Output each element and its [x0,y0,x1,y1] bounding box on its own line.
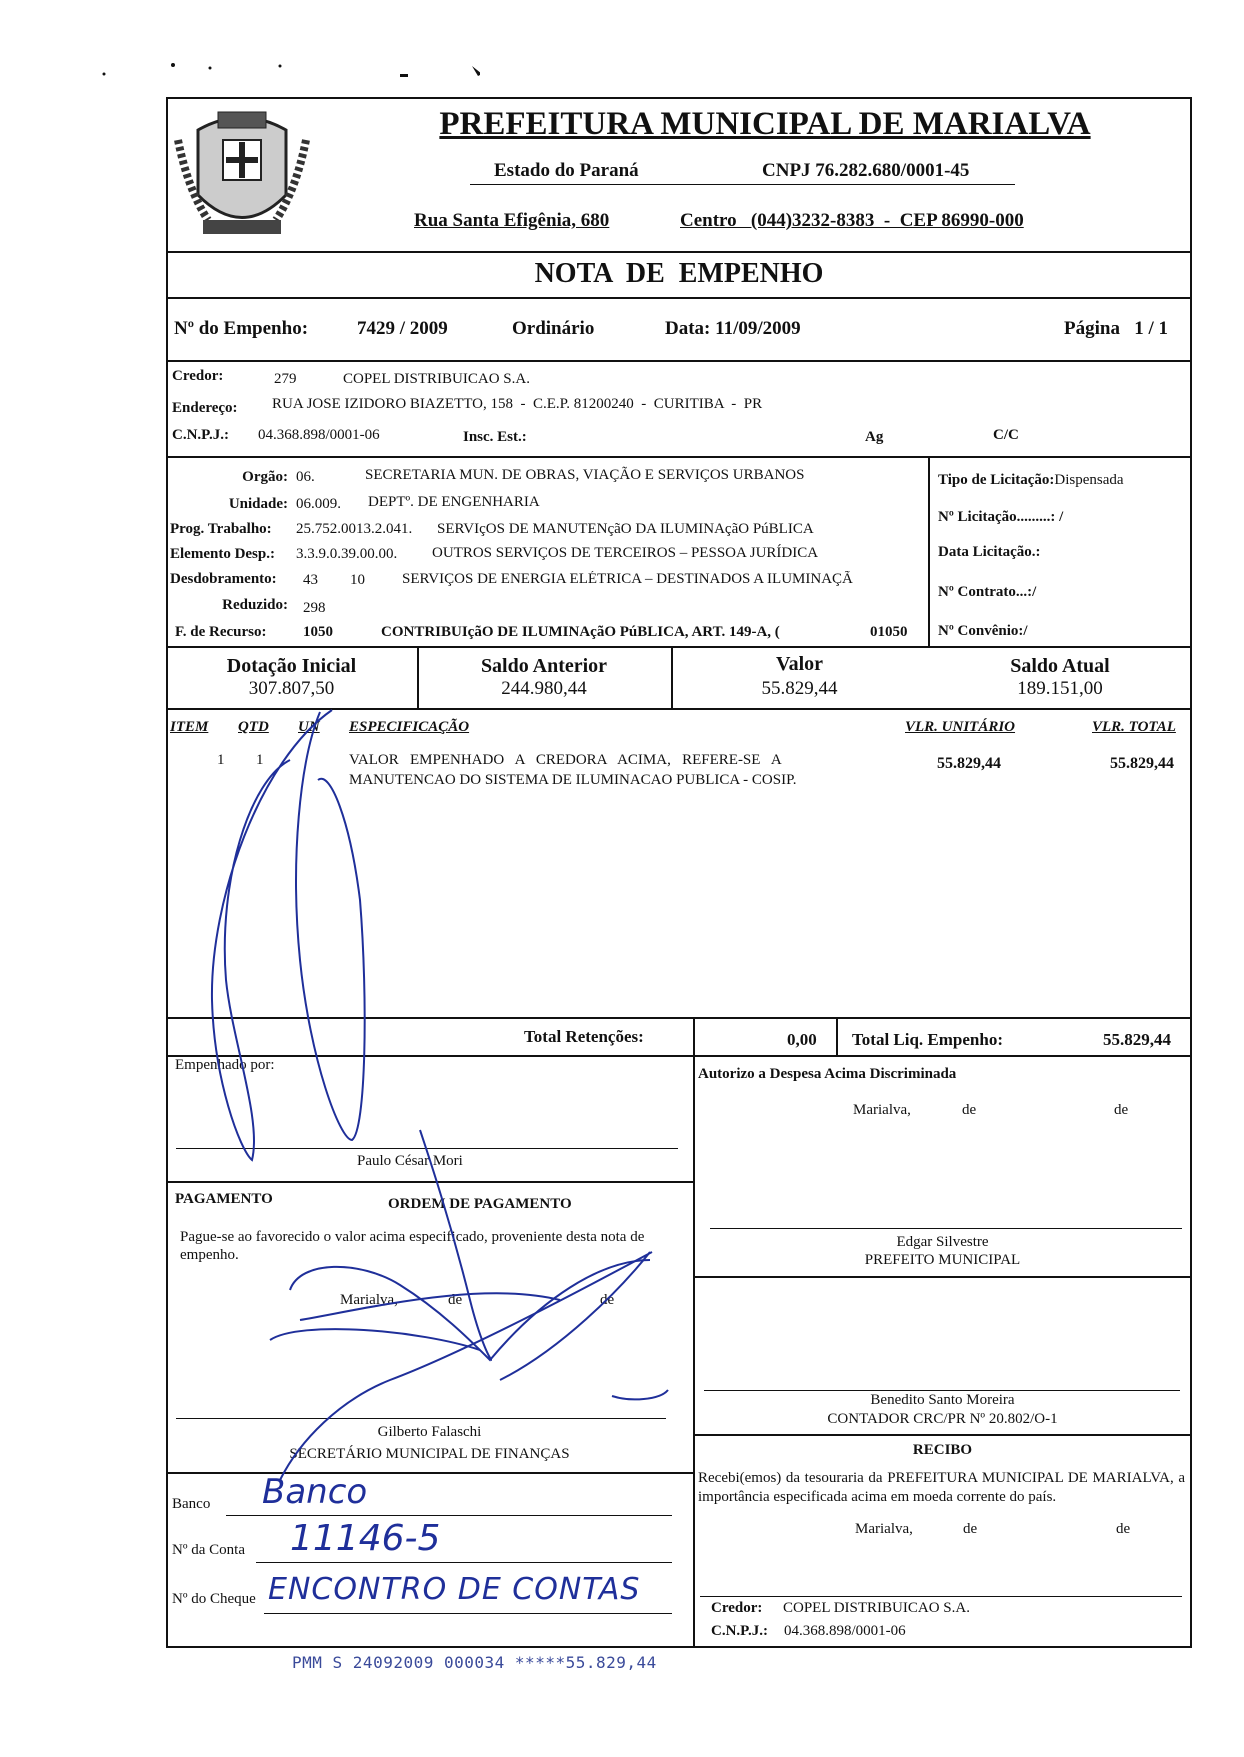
empenho-number-label: Nº do Empenho: [174,318,309,339]
conta-label: Nº da Conta [172,1542,245,1558]
cheque-label: Nº do Cheque [172,1591,256,1607]
ordem-label: ORDEM DE PAGAMENTO [388,1196,572,1212]
licit-data: Data Licitação.: [938,544,1041,560]
banco-handwritten: Banco [262,1472,368,1512]
liq-value: 55.829,44 [1103,1030,1171,1049]
rec-marialva: Marialva, [855,1521,913,1537]
contrato: Nº Contrato...:/ [938,584,1037,600]
orgao-name: SECRETARIA MUN. DE OBRAS, VIAÇÃO E SERVIÇOS URBANOS [365,467,805,483]
table-row-unit: 55.829,44 [937,755,1001,772]
banco-label: Banco [172,1496,211,1512]
reduz-label: Reduzido: [222,597,288,613]
rec-cnpj: 04.368.898/0001-06 [784,1623,906,1639]
prog-label: Prog. Trabalho: [170,521,272,537]
address: Rua Santa Efigênia, 680 [414,210,610,231]
dotacao-inicial-value: 307.807,50 [248,678,335,699]
insc-label: Insc. Est.: [463,429,527,445]
prog-code: 25.752.0013.2.041. [296,521,413,537]
desd-code2: 10 [350,572,365,588]
contador-name: Benedito Santo Moreira [870,1392,1015,1408]
dotacao-inicial-label: Dotação Inicial [226,655,357,677]
empenho-type: Ordinário [512,318,595,339]
col-header-un: UN [298,719,320,735]
doc-title: NOTA DE EMPENHO [534,258,824,289]
table-row-qtd: 1 [256,752,264,768]
pagamento-label: PAGAMENTO [175,1191,273,1207]
elem-name: OUTROS SERVIÇOS DE TERCEIROS – PESSOA JURÍDICA [432,545,819,561]
aut-de2: de [1114,1102,1129,1118]
elem-label: Elemento Desp.: [170,546,275,562]
empenho-number: 7429 / 2009 [357,318,448,339]
page-number: Página 1 / 1 [1064,318,1168,339]
frec-name: CONTRIBUIçãO DE ILUMINAçãO PúBLICA, ART. 149-A, ( [381,624,780,640]
desd-code1: 43 [303,572,318,588]
table-row-total: 55.829,44 [1110,755,1174,772]
table-row-spec-line1: VALOR EMPENHADO A CREDORA ACIMA, REFERE-SE A [349,752,782,768]
elem-code: 3.3.9.0.39.00.00. [296,546,398,562]
cnpj-label: CNPJ 76.282.680/0001-45 [762,160,970,181]
saldo-atual-label: Saldo Atual [1010,655,1110,677]
pague-text: Pague-se ao favorecido o valor acima especificado, proveniente desta nota de empenho. [180,1229,645,1263]
credor-label: Credor: [172,368,224,384]
autorizo-label: Autorizo a Despesa Acima Discriminada [698,1066,957,1082]
col-header-vlr-unitario: VLR. UNITÁRIO [905,719,1016,735]
scan-speckles [100,60,480,80]
saldo-anterior-value: 244.980,44 [501,678,587,699]
table-row-spec-line2: MANUTENCAO DO SISTEMA DE ILUMINACAO PUBLICA - COSIP. [349,772,797,788]
unidade-code: 06.009. [296,496,341,512]
district-phone-cep: Centro (044)3232-8383 - CEP 86990-000 [680,210,1024,231]
credor-cnpj-label: C.N.P.J.: [172,427,229,443]
desd-label: Desdobramento: [170,571,277,587]
unidade-label: Unidade: [228,496,288,512]
frec-label: F. de Recurso: [175,624,267,640]
frec-code: 1050 [303,624,333,640]
aut-marialva: Marialva, [853,1102,911,1118]
table-row-item: 1 [217,752,225,768]
desd-name: SERVIÇOS DE ENERGIA ELÉTRICA – DESTINADOS A ILUMINAÇÃ [402,571,853,587]
machine-stamp: PMM S 24092009 000034 *****55.829,44 [292,1653,657,1672]
pag-de1: de [448,1292,463,1308]
endereco: RUA JOSE IZIDORO BIAZETTO, 158 - C.E.P. 81200240 - CURITIBA - PR [272,396,763,412]
sec-name: Gilberto Falaschi [377,1424,482,1440]
recibo-text: Recebi(emos) da tesouraria da PREFEITURA MUNICIPAL DE MARIALVA, a importância especificada acima em moeda corrente do país. [698,1470,1185,1505]
licit-tipo-value: Dispensada [1054,472,1124,488]
signature-stroke [290,1130,650,1360]
empenhado-label: Empenhado por: [175,1057,275,1073]
prefeito-title: PREFEITO MUNICIPAL [864,1252,1021,1268]
licit-tipo-key: Tipo de Licitação: [938,472,1055,488]
unidade-name: DEPTº. DE ENGENHARIA [368,494,540,510]
page-title: PREFEITURA MUNICIPAL DE MARIALVA [439,106,1091,142]
conta-handwritten: 11146-5 [290,1518,441,1559]
orgao-label: Orgão: [242,469,288,485]
aut-de1: de [962,1102,977,1118]
orgao-code: 06. [296,469,315,485]
recibo-label: RECIBO [912,1442,973,1458]
convenio: Nº Convênio:/ [938,623,1028,639]
contador-title: CONTADOR CRC/PR Nº 20.802/O-1 [827,1411,1058,1427]
rec-de2: de [1116,1521,1131,1537]
licit-num: Nº Licitação.........: / [938,509,1064,525]
retencoes-value: 0,00 [787,1030,817,1049]
cheque-handwritten: ENCONTRO DE CONTAS [268,1572,641,1607]
col-header-qtd: QTD [238,719,269,735]
saldo-atual-value: 189.151,00 [1017,678,1103,699]
cc-label: C/C [993,427,1019,443]
credor-code: 279 [274,371,297,387]
col-header-item: ITEM [170,719,209,735]
state-label: Estado do Paraná [494,160,639,181]
pag-marialva: Marialva, [340,1292,398,1308]
credor-cnpj: 04.368.898/0001-06 [258,427,380,443]
endereco-label: Endereço: [172,400,238,416]
prefeito-name: Edgar Silvestre [896,1234,989,1250]
valor-value: 55.829,44 [761,678,838,699]
rec-credor-name: COPEL DISTRIBUICAO S.A. [783,1600,970,1616]
sec-title: SECRETÁRIO MUNICIPAL DE FINANÇAS [289,1446,570,1462]
saldo-anterior-label: Saldo Anterior [480,655,608,677]
liq-label: Total Liq. Empenho: [852,1030,1003,1049]
empenho-date: Data: 11/09/2009 [665,318,801,339]
col-header-vlr-total: VLR. TOTAL [1092,719,1176,735]
reduz-code: 298 [303,600,326,616]
retencoes-label: Total Retenções: [524,1027,644,1046]
valor-label: Valor [775,653,824,675]
empenhado-name: Paulo César Mori [357,1153,463,1169]
ag-label: Ag [865,429,884,445]
signature-stroke [612,1390,668,1399]
rec-credor-label: Credor: [711,1600,763,1616]
rec-de1: de [963,1521,978,1537]
rec-cnpj-label: C.N.P.J.: [711,1623,768,1639]
pag-de2: de [600,1292,615,1308]
col-header-especificacao: ESPECIFICAÇÃO [349,719,470,735]
frec-code2: 01050 [870,624,908,640]
credor-name: COPEL DISTRIBUICAO S.A. [343,371,530,387]
signature-stroke [212,710,332,1160]
prog-name: SERVIçOS DE MANUTENçãO DA ILUMINAçãO PúBLICA [437,521,814,537]
signature-stroke [296,712,365,1140]
